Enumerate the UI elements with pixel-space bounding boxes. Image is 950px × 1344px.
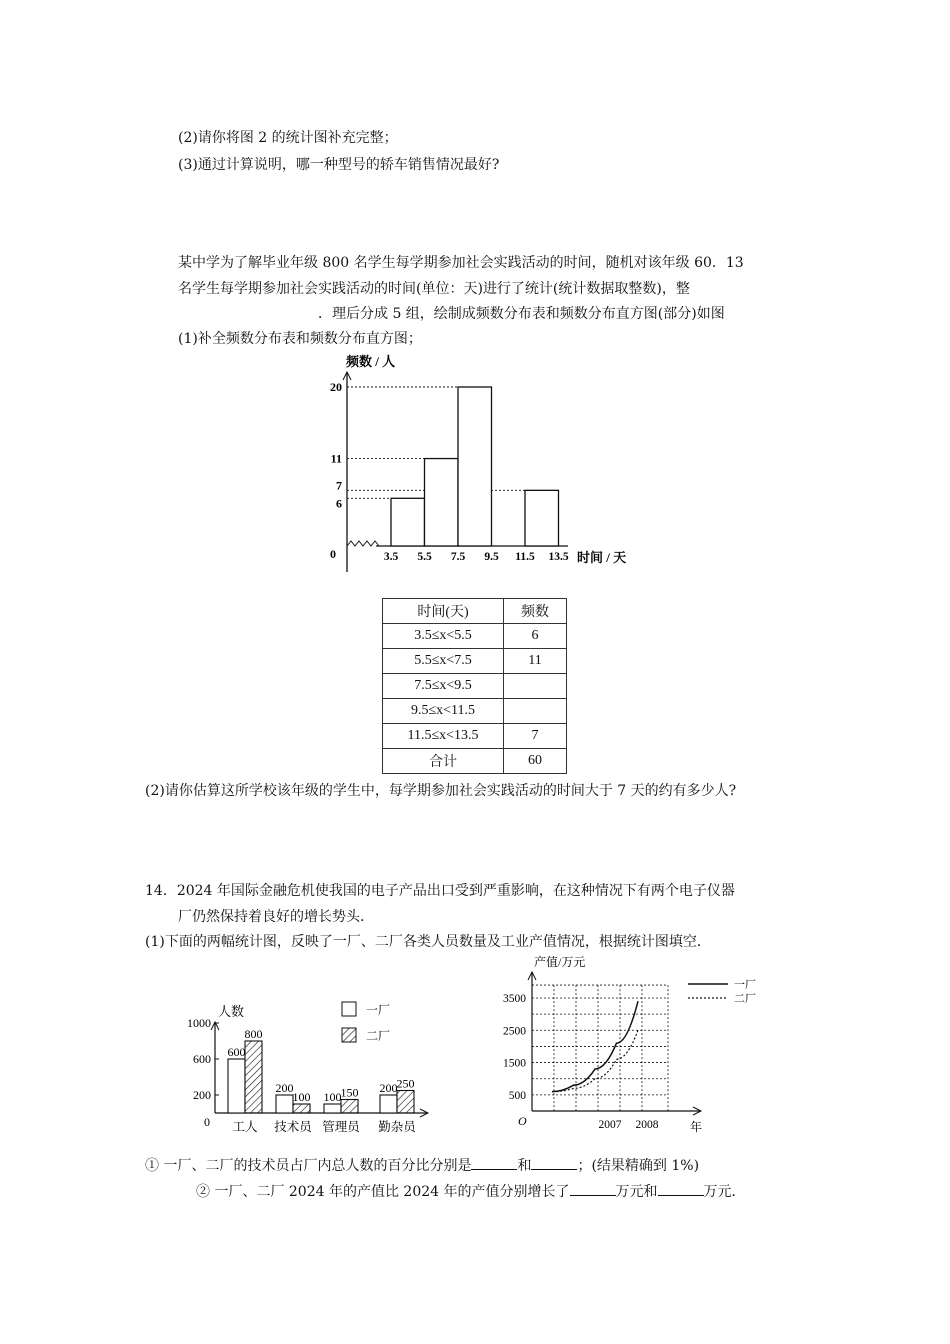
- staff-bar: [324, 1104, 341, 1113]
- table-header-time: 时间(天): [383, 599, 504, 624]
- table-cell-freq: [504, 674, 567, 699]
- histogram-x-tick-label: 3.5: [383, 551, 399, 563]
- table-cell-freq: 7: [504, 724, 567, 749]
- legend-swatch-factory2: [342, 1028, 356, 1042]
- table-row: [383, 749, 567, 774]
- output-x-title: 年: [690, 1120, 703, 1134]
- table-cell-time: 9.5≤x<11.5: [383, 699, 504, 724]
- staff-bar-value-label: 250: [396, 1076, 415, 1091]
- output-origin: O: [518, 1114, 527, 1128]
- table-header-row: [383, 599, 567, 624]
- table-row: [383, 724, 567, 749]
- q13-line2: 名学生每学期参加社会实践活动的时间(单位：天)进行了统计(统计数据取整数)，整: [178, 281, 690, 297]
- staff-bar: [380, 1095, 397, 1113]
- histogram-x-tick-label: 5.5: [417, 551, 432, 563]
- fill2-blank-2[interactable]: [658, 1181, 704, 1196]
- fill1-text-b: 和: [517, 1158, 532, 1174]
- staff-bar-value-label: 600: [227, 1045, 246, 1059]
- table-cell-freq: 60: [504, 749, 567, 774]
- table-cell-time: 合计: [383, 749, 504, 774]
- staff-origin: 0: [204, 1115, 210, 1129]
- staff-y-title: 人数: [218, 1004, 245, 1019]
- table-cell-time: 7.5≤x<9.5: [383, 674, 504, 699]
- legend-label-factory2: 二厂: [366, 1029, 391, 1043]
- fill1-text-c: ；(结果精确到 1%): [577, 1158, 700, 1174]
- table-cell-time: 5.5≤x<7.5: [383, 649, 504, 674]
- q13-part1: (1)补全频数分布表和频数分布直方图；: [178, 331, 422, 347]
- histogram-x-tick-label: 13.5: [548, 551, 569, 563]
- histogram-y-tick-label: 11: [330, 451, 342, 466]
- q13-part2: (2)请你估算这所学校该年级的学生中，每学期参加社会实践活动的时间大于 7 天的约有多少人?: [145, 783, 737, 799]
- table-row: [383, 624, 567, 649]
- output-y-tick-label: 500: [508, 1089, 526, 1102]
- fill2-text-c: 万元．: [703, 1184, 746, 1200]
- table-header-freq: 频数: [504, 599, 567, 624]
- staff-bar-value-label: 200: [275, 1081, 294, 1095]
- fill2-text-b: 万元和: [615, 1184, 658, 1200]
- staff-bar: [276, 1095, 293, 1113]
- fill1-blank-1[interactable]: [471, 1155, 517, 1170]
- q14-line1: 14．2024 年国际金融危机使我国的电子产品出口受到严重影响，在这种情况下有两个电子仪器: [145, 883, 735, 899]
- fill2-blank-1[interactable]: [570, 1181, 616, 1196]
- output-y-tick-label: 3500: [503, 993, 526, 1005]
- output-line-chart: [490, 950, 790, 1140]
- histogram-y-tick-label: 6: [336, 496, 342, 511]
- frequency-table: [382, 598, 567, 774]
- table-row: [383, 674, 567, 699]
- histogram-y-tick-label: 7: [336, 478, 342, 493]
- q14-part1: (1)下面的两幅统计图，反映了一厂、二厂各类人员数量及工业产值情况，根据统计图填空．: [145, 934, 711, 950]
- staff-bar: [245, 1041, 262, 1113]
- legend-line-label-factory1: 一厂: [734, 979, 756, 991]
- table-row: [383, 649, 567, 674]
- staff-category-label: 勤杂员: [378, 1120, 416, 1134]
- histogram-bar: [525, 490, 559, 546]
- output-y-title: 产值/万元: [534, 955, 586, 969]
- histogram-bar: [391, 498, 425, 546]
- staff-bar: [293, 1104, 310, 1113]
- staff-y-tick-label: 600: [193, 1052, 211, 1066]
- histogram-x-tick-label: 11.5: [515, 551, 535, 563]
- q14-fill1: [145, 1155, 699, 1176]
- staff-bar: [341, 1100, 358, 1114]
- staff-category-label: 管理员: [322, 1120, 360, 1134]
- fill1-blank-2[interactable]: [531, 1155, 577, 1170]
- staff-category-label: 技术员: [274, 1120, 312, 1134]
- q13-line1: 某中学为了解毕业年级 800 名学生每学期参加社会实践活动的时间，随机对该年级 60．13: [178, 255, 744, 271]
- staff-bar: [228, 1059, 245, 1113]
- output-y-tick-label: 1500: [503, 1057, 526, 1070]
- legend-swatch-factory1: [342, 1002, 356, 1016]
- staff-bar-value-label: 100: [292, 1090, 311, 1104]
- table-row: [383, 699, 567, 724]
- prev-part2: (2)请你将图 2 的统计图补充完整；: [178, 130, 398, 146]
- histogram-chart: [320, 350, 640, 580]
- fill1-text-a: ① 一厂、二厂的技术员占厂内总人数的百分比分别是: [145, 1158, 472, 1174]
- staff-category-label: 工人: [232, 1120, 258, 1134]
- prev-part3: (3)通过计算说明，哪一种型号的轿车销售情况最好?: [178, 157, 500, 173]
- table-cell-time: 11.5≤x<13.5: [383, 724, 504, 749]
- histogram-x-title: 时间 / 天: [577, 550, 627, 565]
- staff-bar-value-label: 800: [244, 1027, 263, 1041]
- staff-bar-value-label: 150: [340, 1085, 359, 1100]
- table-cell-freq: 11: [504, 649, 567, 674]
- output-y-tick-label: 2500: [503, 1025, 526, 1038]
- histogram-bar: [425, 459, 459, 546]
- fill2-text-a: ② 一厂、二厂 2024 年的产值比 2024 年的产值分别增长了: [196, 1184, 570, 1200]
- table-cell-time: 3.5≤x<5.5: [383, 624, 504, 649]
- histogram-y-tick-label: 20: [330, 380, 342, 394]
- q13-line3: ．理后分成 5 组，绘制成频数分布表和频数分布直方图(部分)如图: [318, 306, 725, 322]
- table-cell-freq: 6: [504, 624, 567, 649]
- histogram-origin: 0: [330, 547, 336, 561]
- staff-y-tick-label: 1000: [187, 1016, 211, 1030]
- staff-y-tick-label: 200: [193, 1088, 211, 1102]
- output-x-tick-label: 2008: [635, 1119, 659, 1131]
- staff-bar-value-label: 100: [323, 1090, 342, 1104]
- table-cell-freq: [504, 699, 567, 724]
- staff-bar-value-label: 200: [379, 1081, 398, 1095]
- histogram-axis-break: [347, 541, 379, 546]
- staff-bar: [397, 1091, 414, 1114]
- q14-fill2: [196, 1181, 746, 1202]
- histogram-x-tick-label: 9.5: [484, 551, 499, 563]
- output-x-tick-label: 2007: [598, 1119, 622, 1131]
- legend-line-label-factory2: 二厂: [734, 993, 756, 1005]
- legend-label-factory1: 一厂: [366, 1003, 391, 1017]
- histogram-y-title: 频数 / 人: [346, 354, 396, 369]
- q14-line2: 厂仍然保持着良好的增长势头．: [178, 909, 374, 925]
- histogram-x-tick-label: 7.5: [450, 551, 466, 563]
- output-line-factory2: [552, 1030, 638, 1091]
- histogram-bar: [458, 387, 492, 546]
